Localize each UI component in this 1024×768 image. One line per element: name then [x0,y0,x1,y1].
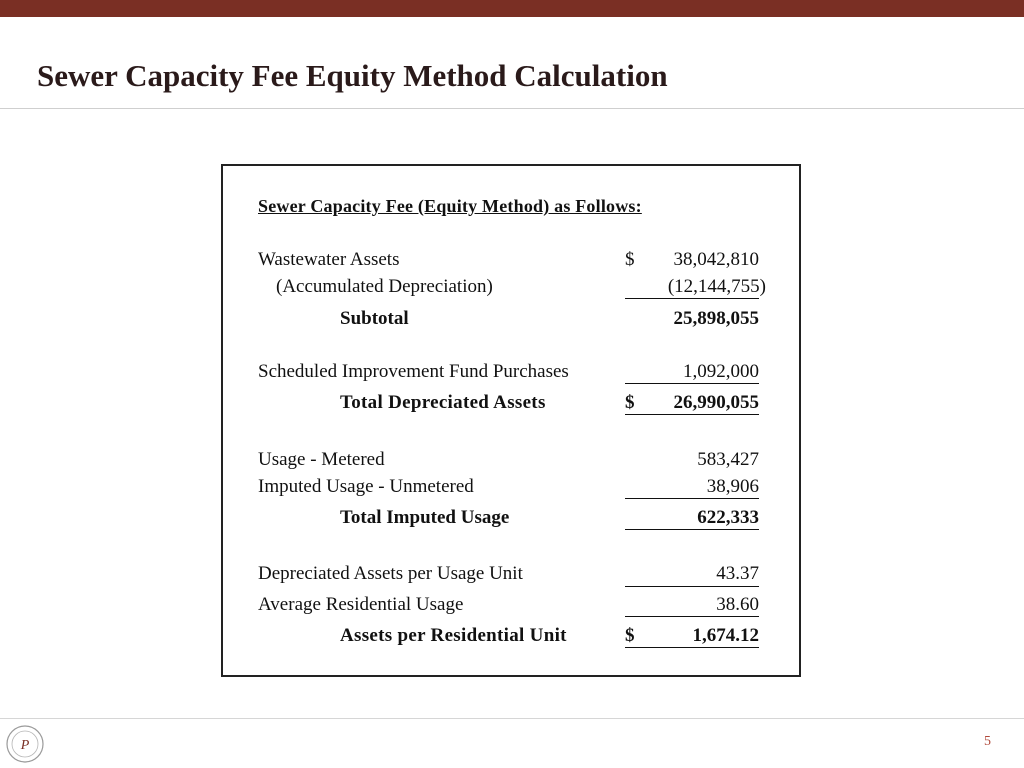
wastewater-assets-label: Wastewater Assets [258,249,400,270]
assets-per-residential-unit-currency: $ [625,625,635,646]
accumulated-depreciation-label: (Accumulated Depreciation) [276,276,493,297]
footer-divider [0,718,1024,719]
scheduled-improvement-label: Scheduled Improvement Fund Purchases [258,361,569,382]
total-imputed-usage-underline [625,529,759,530]
total-depreciated-assets-value: 26,990,055 [673,392,759,413]
total-depreciated-assets-currency: $ [625,392,635,413]
avg-residential-usage-label: Average Residential Usage [258,594,464,615]
imputed-unmetered-value: 38,906 [706,476,759,497]
total-depreciated-assets-underline [625,414,759,415]
avg-residential-usage-value: 38.60 [716,594,759,615]
imputed-unmetered-underline [625,498,759,499]
subtotal-label: Subtotal [340,308,409,329]
header-accent-bar [0,0,1024,17]
assets-per-residential-unit-label: Assets per Residential Unit [340,625,567,646]
assets-per-residential-unit-underline [625,647,759,648]
page-title: Sewer Capacity Fee Equity Method Calculation [37,58,668,93]
assets-per-residential-unit-value: 1,674.12 [692,625,759,646]
imputed-unmetered-label: Imputed Usage - Unmetered [258,476,474,497]
assets-per-usage-unit-value: 43.37 [716,563,759,584]
scheduled-improvement-value: 1,092,000 [683,361,759,382]
total-depreciated-assets-label: Total Depreciated Assets [340,392,546,413]
scheduled-improvement-underline [625,383,759,384]
usage-metered-label: Usage - Metered [258,449,385,470]
assets-per-usage-unit-underline [625,586,759,587]
company-logo-icon [4,724,46,764]
depreciation-underline [625,298,759,299]
assets-per-usage-unit-label: Depreciated Assets per Usage Unit [258,563,523,584]
total-imputed-usage-value: 622,333 [697,507,759,528]
avg-residential-usage-underline [625,616,759,617]
usage-metered-value: 583,427 [697,449,759,470]
title-divider [0,108,1024,109]
table-heading: Sewer Capacity Fee (Equity Method) as Follows: [258,196,642,216]
svg-text:P: P [20,738,30,753]
accumulated-depreciation-value: (12,144,755) [667,276,766,297]
total-imputed-usage-label: Total Imputed Usage [340,507,510,528]
page-number: 5 [984,734,991,749]
wastewater-assets-value: 38,042,810 [673,249,759,270]
wastewater-assets-currency: $ [625,249,635,270]
subtotal-value: 25,898,055 [673,308,759,329]
